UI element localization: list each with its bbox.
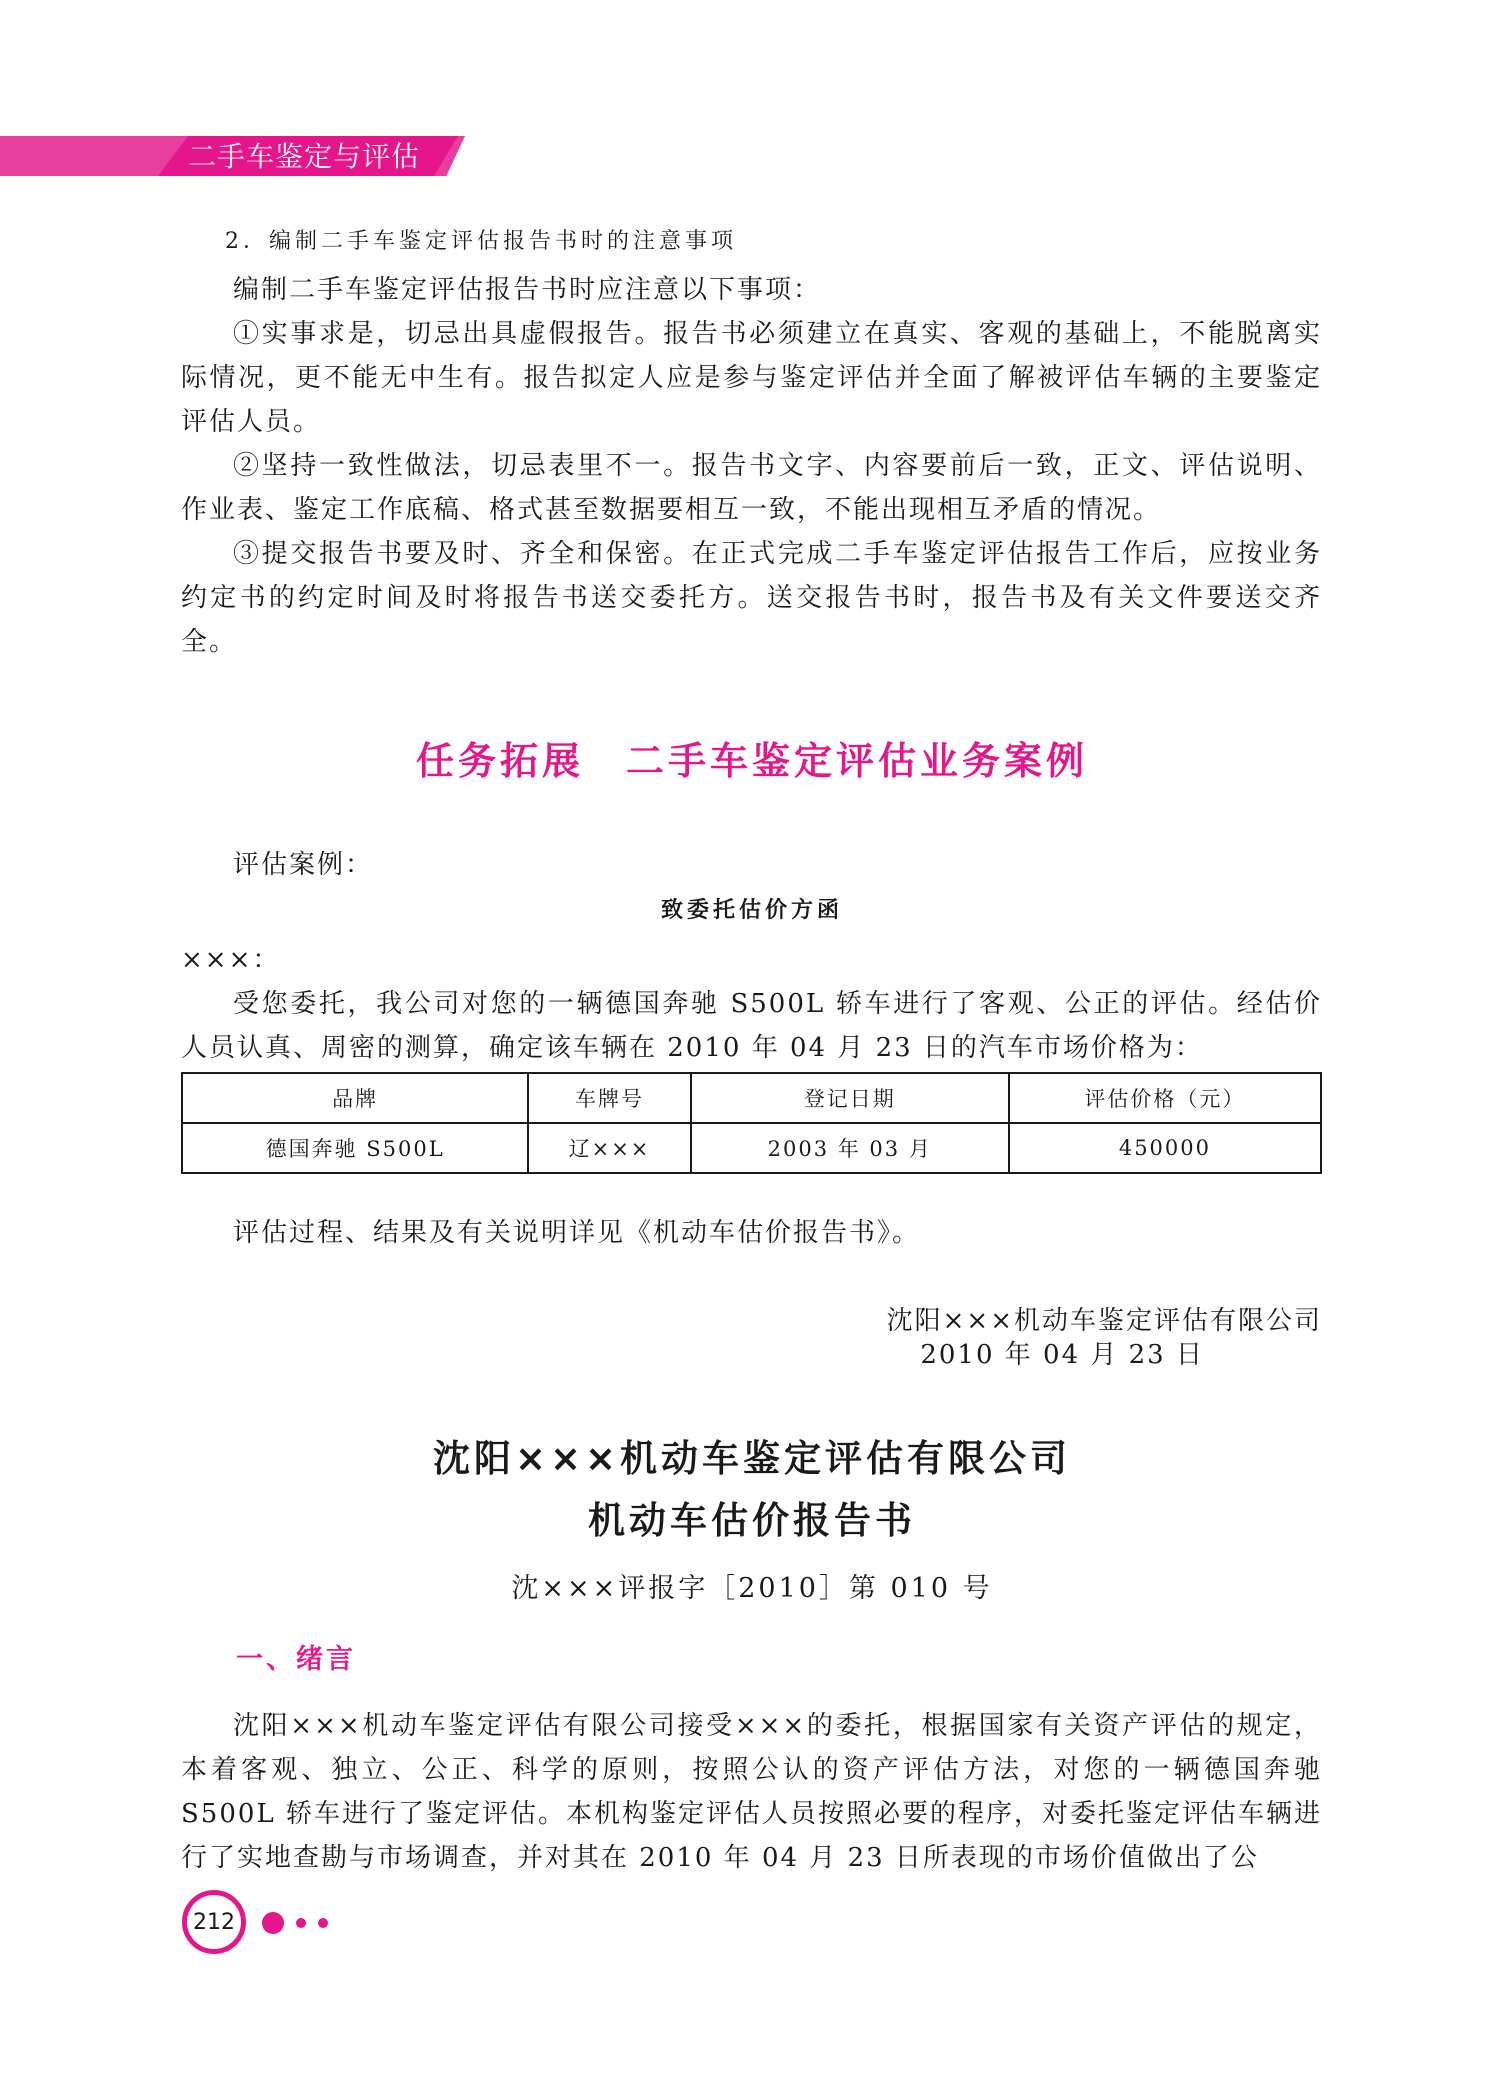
- report-title-line1: 沈阳×××机动车鉴定评估有限公司: [432, 1437, 1071, 1480]
- price-table: [181, 1072, 1322, 1174]
- footer-dot-large: [262, 1912, 284, 1934]
- paragraph-item-3: ③提交报告书要及时、齐全和保密。在正式完成二手车鉴定评估报告工作后，应按业务约定书的约定时间及时将报告书送交委托方。送交报告书时，报告书及有关文件要送交齐全。: [181, 539, 1322, 657]
- table-header-cell: 品牌: [182, 1073, 528, 1123]
- letter-paragraph: 受您委托，我公司对您的一辆德国奔驰 S500L 轿车进行了客观、公正的评估。经估价人员认真、周密的测算，确定该车辆在 2010 年 04 月 23 日的汽车市场价格为：: [181, 989, 1322, 1063]
- table-header-cell: 登记日期: [691, 1073, 1009, 1123]
- letter-note: 评估过程、结果及有关说明详见《机动车估价报告书》。: [233, 1218, 921, 1248]
- paragraph-item-2: ②坚持一致性做法，切忌表里不一。报告书文字、内容要前后一致，正文、评估说明、作业表、鉴定工作底稿、格式甚至数据要相互一致，不能出现相互矛盾的情况。: [181, 451, 1322, 525]
- section-intro: 编制二手车鉴定评估报告书时应注意以下事项：: [233, 275, 822, 305]
- section-heading: 2．编制二手车鉴定评估报告书时的注意事项: [225, 229, 737, 254]
- book-title: 二手车鉴定与评估: [188, 140, 421, 173]
- table-cell: 2003 年 03 月: [691, 1123, 1009, 1173]
- table-row: [182, 1123, 1321, 1173]
- footer-dot-small: [318, 1918, 328, 1928]
- table-header-row: [182, 1073, 1321, 1123]
- letter-title: 致委托估价方函: [660, 898, 843, 923]
- report-intro: 沈阳×××机动车鉴定评估有限公司接受×××的委托，根据国家有关资产评估的规定，本着客观、独立、公正、科学的原则，按照公认的资产评估方法，对您的一辆德国奔驰 S500L 轿车进行了鉴定评估。本机构鉴定评估人员按照必要的程序，对委托鉴定评估车辆进行了实地查勘与市场调查，并对其在 2010 年 04 月 23 日所表现的市场价值做出了公: [181, 1711, 1322, 1873]
- report-title-line2: 机动车估价报告书: [588, 1499, 916, 1542]
- table-cell: 辽×××: [528, 1123, 690, 1173]
- letter-salutation: ×××：: [181, 945, 281, 975]
- report-section-heading: 一、绪言: [236, 1644, 356, 1675]
- task-title: 任务拓展 二手车鉴定评估业务案例: [415, 738, 1088, 783]
- case-label-wrap: [181, 843, 1322, 887]
- sign-date: 2010 年 04 月 23 日: [920, 1340, 1204, 1370]
- case-label: 评估案例：: [233, 850, 374, 880]
- sign-company: 沈阳×××机动车鉴定评估有限公司: [886, 1306, 1322, 1336]
- report-number: 沈×××评报字［2010］第 010 号: [511, 1573, 993, 1604]
- page-number: 212: [182, 1890, 246, 1954]
- table-header-cell: 车牌号: [528, 1073, 690, 1123]
- table-cell: 德国奔驰 S500L: [182, 1123, 528, 1173]
- report-intro-wrap: [181, 1704, 1322, 1880]
- table-cell: 450000: [1009, 1123, 1321, 1173]
- section-notes: [181, 222, 1322, 664]
- table-header-cell: 评估价格（元）: [1009, 1073, 1321, 1123]
- paragraph-item-1: ①实事求是，切忌出具虚假报告。报告书必须建立在真实、客观的基础上，不能脱离实际情况，更不能无中生有。报告拟定人应是参与鉴定评估并全面了解被评估车辆的主要鉴定评估人员。: [181, 319, 1322, 437]
- letter-body: [181, 938, 1322, 1070]
- letter-note-wrap: [181, 1211, 1322, 1255]
- footer-dot-small: [296, 1918, 306, 1928]
